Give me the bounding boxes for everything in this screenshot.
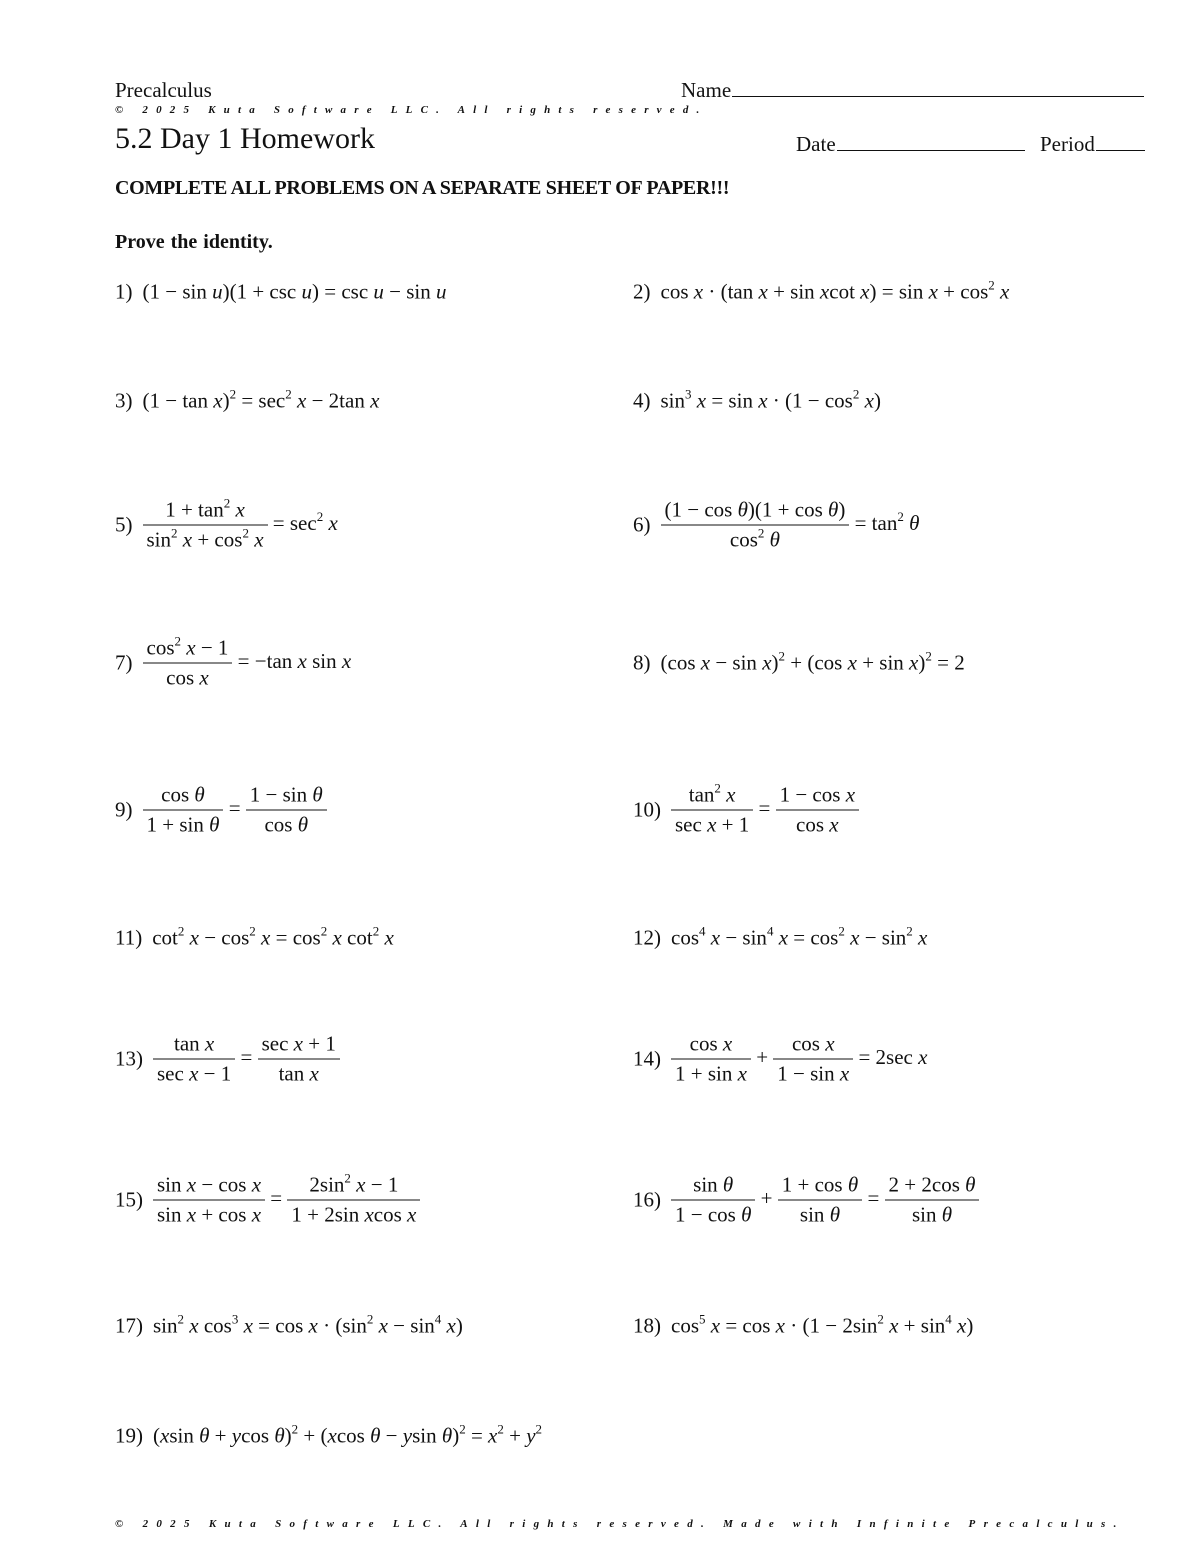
date-field [796, 132, 1025, 157]
problem-9 [115, 781, 327, 840]
problem-expression: (cos x − sin x)$^2$ + (cos x + sin x)$^2$ = 2 [660, 648, 965, 675]
problem-number: 10) [633, 797, 661, 822]
section-title: Prove the identity. [115, 231, 273, 253]
period-label: Period [1040, 132, 1095, 156]
problem-number: 16) [633, 1187, 661, 1212]
instructions: COMPLETE ALL PROBLEMS ON A SEPARATE SHEET OF PAPER!!! [115, 177, 730, 199]
problem-6 [633, 496, 919, 555]
problem-expression: $\sin^2 x$ $\cos^3 x = \cos x \cdot (\sin^2$ $x - \sin^4 x$) [153, 1311, 463, 1338]
problem-8 [633, 648, 965, 676]
period-field [1040, 132, 1145, 157]
problem-11 [115, 923, 394, 951]
problem-10 [633, 781, 859, 840]
problem-2 [633, 277, 1010, 305]
name-blank [732, 78, 1144, 97]
problem-expression: $\frac{\tan^2 x}{\text{sec x + 1}}$ = $\frac{\text{1 − cos x}}{\text{cos x}}$ [671, 781, 859, 840]
problem-number: 19) [115, 1423, 143, 1448]
problem-17 [115, 1311, 463, 1339]
problem-expression: $\frac{\text{(1 − cos θ)(1 + cos θ)}}{\cos^2 \theta}$ = $\tan^2 \theta$ [661, 496, 920, 555]
problem-expression: $(1 - \tan x)^2 = \sec^2 x - 2\tan$ x [142, 386, 380, 413]
name-field [681, 78, 1144, 103]
problem-expression: (1 − sin u)(1 + csc u) = csc u − sin u [142, 279, 447, 304]
problem-19 [115, 1421, 543, 1449]
problem-expression: $\frac{\text{cos θ}}{\text{1 + sin θ}}$ = $\frac{\text{1 − sin θ}}{\text{cos θ}}$ [143, 781, 327, 840]
problem-12 [633, 923, 928, 951]
problem-expression: $\frac{\text{tan x}}{\text{sec x − 1}}$ = $\frac{\text{sec x + 1}}{\text{tan x}}$ [153, 1030, 340, 1089]
course-name: Precalculus [115, 78, 212, 102]
page-title: 5.2 Day 1 Homework [115, 122, 375, 155]
problem-number: 11) [115, 925, 143, 950]
problem-number: 6) [633, 512, 651, 537]
problem-7 [115, 634, 351, 693]
problem-number: 15) [115, 1187, 143, 1212]
problem-number: 1) [115, 279, 133, 304]
problem-expression: $\cos^5 x = \cos x \cdot (1 - 2\sin^2$ $x + \sin^4 x$) [671, 1311, 974, 1338]
problem-13 [115, 1030, 340, 1089]
problem-expression: $\sin^3 x = \sin x \cdot (1 - \cos^2 x)$ [660, 386, 881, 413]
problem-expression: (xsin θ + ycos θ)$^2$ + (xcos θ − ysin $\theta)^2 = x^2 + y^2$ [153, 1421, 543, 1448]
problem-5 [115, 496, 338, 555]
problem-number: 17) [115, 1313, 143, 1338]
problem-expression: $\frac{1 + \tan^2 x}{\sin^2 x + \cos^2 x}$ = $\sec^2 x$ [143, 496, 338, 555]
problem-number: 2) [633, 279, 651, 304]
problem-number: 4) [633, 388, 651, 413]
problem-18 [633, 1311, 974, 1339]
problem-number: 3) [115, 388, 133, 413]
problem-expression: $\cot^2 x - \cos^2 x = \cos^2 x$ $\cot^2 x$ [152, 923, 394, 950]
problem-number: 18) [633, 1313, 661, 1338]
problem-4 [633, 386, 881, 414]
problem-number: 7) [115, 650, 133, 675]
date-blank [837, 132, 1025, 151]
problem-expression: cos x · (tan x + sin xcot $x) = \sin x + \cos^2 x$ [660, 277, 1010, 304]
problem-14 [633, 1030, 927, 1089]
copyright-footer: © 2025 Kuta Software LLC. All rights reserved. Made with Infinite Precalculus. [115, 1518, 1125, 1530]
problem-15 [115, 1171, 420, 1230]
problem-number: 14) [633, 1046, 661, 1071]
problem-16 [633, 1171, 979, 1230]
problem-number: 12) [633, 925, 661, 950]
problem-number: 5) [115, 512, 133, 537]
date-label: Date [796, 132, 836, 156]
problem-expression: $\frac{\text{cos x}}{\text{1 + sin x}}$ + $\frac{\text{cos x}}{\text{1 − sin x}}$ = 2sec x [671, 1030, 927, 1089]
problem-1 [115, 280, 447, 305]
problem-number: 13) [115, 1046, 143, 1071]
copyright-header: © 2025 Kuta Software LLC. All rights reserved. [115, 104, 708, 116]
name-label: Name [681, 78, 732, 102]
problem-expression: $\cos^4 x - \sin^4 x = \cos^2 x - \sin^2 x$ [671, 923, 928, 950]
period-blank [1096, 132, 1145, 151]
problem-expression: $\frac{\text{sin x − cos x}}{\text{sin x + cos x}}$ = $\frac{2\sin^2 x - 1}{\text{1 + 2sin xcos x}}$ [153, 1171, 420, 1230]
problem-expression: $\frac{\cos^2 x - 1}{\text{cos x}}$ = −tan x sin x [143, 634, 352, 693]
problem-3 [115, 386, 380, 414]
problem-number: 8) [633, 650, 651, 675]
problem-number: 9) [115, 797, 133, 822]
problem-expression: $\frac{\text{sin θ}}{\text{1 − cos θ}}$ + $\frac{\text{1 + cos θ}}{\text{sin θ}}$ = $\frac{\text{2 + 2cos θ}}{\text{sin θ}}$ [671, 1171, 979, 1230]
